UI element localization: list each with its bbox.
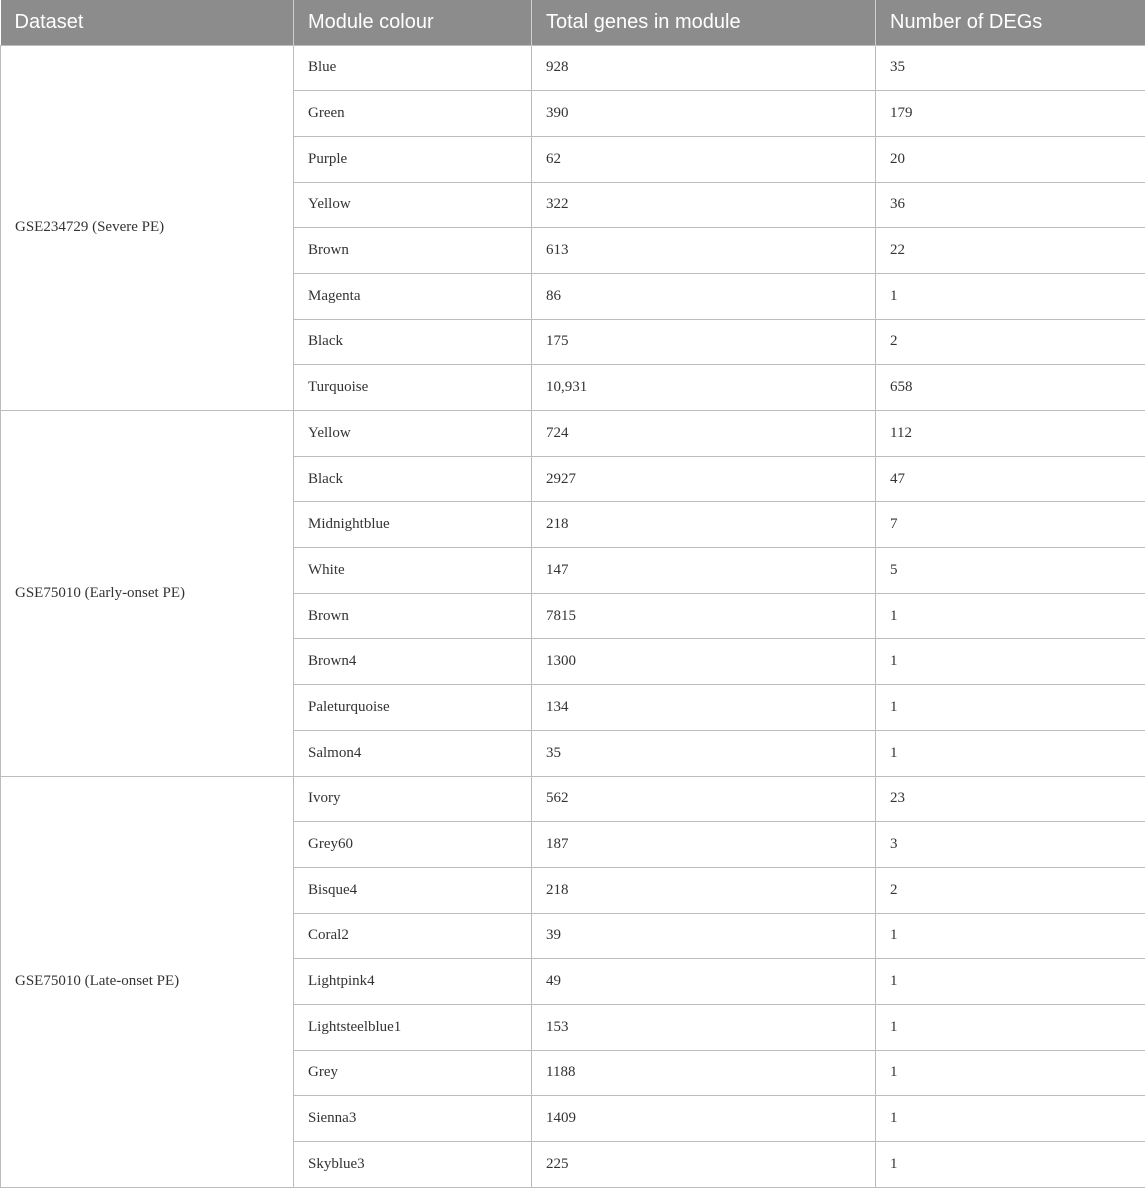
deg-count-cell: 23 <box>876 776 1145 822</box>
module-colour-cell: Black <box>294 456 532 502</box>
module-colour-cell: Turquoise <box>294 365 532 411</box>
module-colour-cell: Brown4 <box>294 639 532 685</box>
total-genes-cell: 2927 <box>532 456 876 502</box>
deg-count-cell: 179 <box>876 91 1145 137</box>
deg-count-cell: 1 <box>876 273 1145 319</box>
module-colour-cell: Bisque4 <box>294 867 532 913</box>
deg-count-cell: 658 <box>876 365 1145 411</box>
deg-count-cell: 36 <box>876 182 1145 228</box>
deg-count-cell: 2 <box>876 319 1145 365</box>
total-genes-cell: 1409 <box>532 1096 876 1142</box>
total-genes-cell: 1188 <box>532 1050 876 1096</box>
total-genes-cell: 562 <box>532 776 876 822</box>
header-total-genes: Total genes in module <box>532 0 876 45</box>
deg-count-cell: 1 <box>876 913 1145 959</box>
deg-count-cell: 20 <box>876 136 1145 182</box>
module-colour-cell: Yellow <box>294 411 532 457</box>
module-colour-cell: Skyblue3 <box>294 1142 532 1188</box>
header-number-of-degs: Number of DEGs <box>876 0 1145 45</box>
module-colour-cell: Ivory <box>294 776 532 822</box>
total-genes-cell: 187 <box>532 822 876 868</box>
deg-count-cell: 1 <box>876 639 1145 685</box>
module-colour-cell: Yellow <box>294 182 532 228</box>
module-colour-cell: Blue <box>294 45 532 91</box>
deg-count-cell: 7 <box>876 502 1145 548</box>
module-colour-cell: Coral2 <box>294 913 532 959</box>
deg-count-cell: 35 <box>876 45 1145 91</box>
module-colour-cell: White <box>294 548 532 594</box>
total-genes-cell: 62 <box>532 136 876 182</box>
module-colour-cell: Green <box>294 91 532 137</box>
module-colour-cell: Brown <box>294 228 532 274</box>
total-genes-cell: 39 <box>532 913 876 959</box>
deg-count-cell: 112 <box>876 411 1145 457</box>
total-genes-cell: 153 <box>532 1004 876 1050</box>
module-colour-cell: Midnightblue <box>294 502 532 548</box>
module-colour-cell: Lightpink4 <box>294 959 532 1005</box>
deg-count-cell: 1 <box>876 730 1145 776</box>
total-genes-cell: 7815 <box>532 593 876 639</box>
module-colour-cell: Brown <box>294 593 532 639</box>
header-module-colour: Module colour <box>294 0 532 45</box>
total-genes-cell: 35 <box>532 730 876 776</box>
module-colour-cell: Paleturquoise <box>294 685 532 731</box>
deg-count-cell: 1 <box>876 593 1145 639</box>
module-colour-cell: Black <box>294 319 532 365</box>
total-genes-cell: 390 <box>532 91 876 137</box>
total-genes-cell: 218 <box>532 867 876 913</box>
deg-count-cell: 1 <box>876 1050 1145 1096</box>
table-row <box>1 411 1145 457</box>
table-row <box>1 776 1145 822</box>
total-genes-cell: 175 <box>532 319 876 365</box>
deg-count-cell: 3 <box>876 822 1145 868</box>
module-colour-cell: Lightsteelblue1 <box>294 1004 532 1050</box>
deg-count-cell: 2 <box>876 867 1145 913</box>
deg-count-cell: 1 <box>876 1142 1145 1188</box>
module-colour-cell: Grey60 <box>294 822 532 868</box>
total-genes-cell: 49 <box>532 959 876 1005</box>
deg-count-cell: 47 <box>876 456 1145 502</box>
module-colour-cell: Sienna3 <box>294 1096 532 1142</box>
header-dataset: Dataset <box>1 0 294 45</box>
dataset-cell: GSE75010 (Late-onset PE) <box>1 776 294 1187</box>
deg-count-cell: 5 <box>876 548 1145 594</box>
deg-count-cell: 1 <box>876 1096 1145 1142</box>
total-genes-cell: 225 <box>532 1142 876 1188</box>
module-colour-cell: Magenta <box>294 273 532 319</box>
total-genes-cell: 134 <box>532 685 876 731</box>
total-genes-cell: 218 <box>532 502 876 548</box>
total-genes-cell: 86 <box>532 273 876 319</box>
header-row <box>1 0 1145 45</box>
deg-count-cell: 1 <box>876 1004 1145 1050</box>
module-colour-cell: Purple <box>294 136 532 182</box>
total-genes-cell: 928 <box>532 45 876 91</box>
deg-count-cell: 1 <box>876 685 1145 731</box>
total-genes-cell: 1300 <box>532 639 876 685</box>
total-genes-cell: 322 <box>532 182 876 228</box>
total-genes-cell: 147 <box>532 548 876 594</box>
deg-count-cell: 22 <box>876 228 1145 274</box>
total-genes-cell: 613 <box>532 228 876 274</box>
module-colour-cell: Salmon4 <box>294 730 532 776</box>
total-genes-cell: 724 <box>532 411 876 457</box>
module-colour-cell: Grey <box>294 1050 532 1096</box>
table-row <box>1 45 1145 91</box>
table-body <box>1 45 1145 1187</box>
dataset-cell: GSE75010 (Early-onset PE) <box>1 411 294 777</box>
deg-count-cell: 1 <box>876 959 1145 1005</box>
dataset-cell: GSE234729 (Severe PE) <box>1 45 294 411</box>
total-genes-cell: 10,931 <box>532 365 876 411</box>
